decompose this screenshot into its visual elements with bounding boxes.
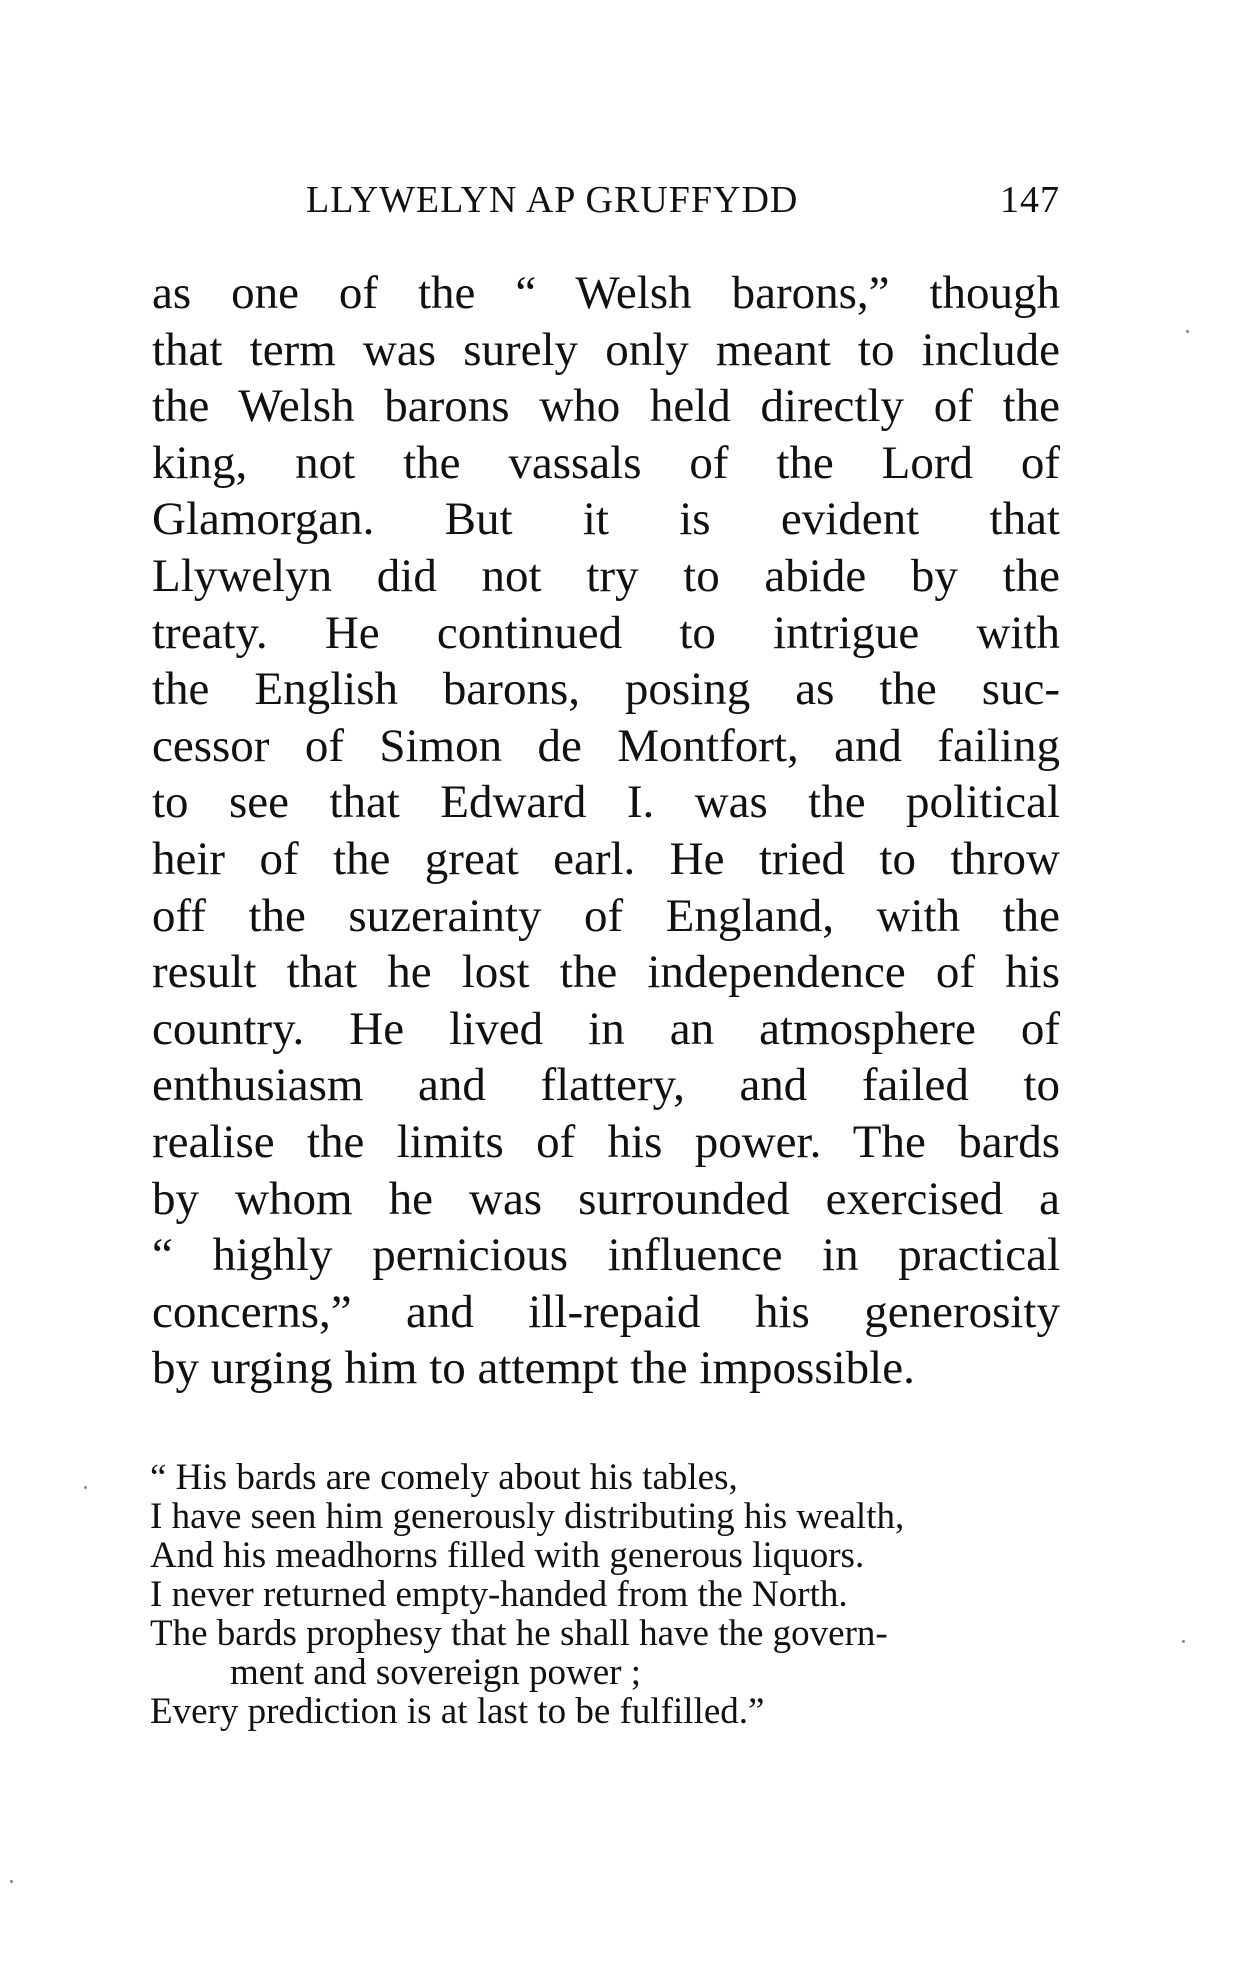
scan-speck — [10, 1880, 13, 1883]
verse-line: Every prediction is at last to be fulfilled.” — [150, 1691, 765, 1732]
body-line: Glamorgan. But it is evident that — [152, 493, 1060, 546]
verse-line: I have seen him generously distributing his wealth, — [150, 1496, 905, 1537]
scan-speck — [84, 1486, 87, 1489]
verse-line-continuation: ment and sovereign power ; — [230, 1652, 641, 1693]
body-line: realise the limits of his power. The bards — [152, 1115, 1060, 1168]
body-line: by whom he was surrounded exercised a — [152, 1172, 1060, 1225]
body-line: the Welsh barons who held directly of the — [152, 380, 1060, 433]
body-line: that term was surely only meant to include — [152, 323, 1060, 376]
body-line: “ highly pernicious influence in practical — [152, 1229, 1060, 1282]
body-line: to see that Edward I. was the political — [152, 776, 1060, 829]
body-line: Llywelyn did not try to abide by the — [152, 549, 1060, 602]
verse-line: “ His bards are comely about his tables, — [150, 1457, 738, 1498]
body-line: heir of the great earl. He tried to throw — [152, 832, 1060, 885]
scan-speck — [1186, 330, 1189, 333]
body-line: concerns,” and ill-repaid his generosity — [152, 1285, 1060, 1338]
verse-line: I never returned empty-handed from the North. — [150, 1574, 848, 1615]
running-title: LLYWELYN AP GRUFFYDD — [306, 179, 799, 221]
verse-line: And his meadhorns filled with generous liquors. — [150, 1535, 865, 1576]
body-line: country. He lived in an atmosphere of — [152, 1002, 1060, 1055]
verse-quotation — [150, 1458, 1070, 1731]
body-line: enthusiasm and flattery, and failed to — [152, 1059, 1060, 1112]
body-line: result that he lost the independence of his — [152, 946, 1060, 999]
page-number: 147 — [1000, 179, 1060, 221]
body-line: king, not the vassals of the Lord of — [152, 436, 1060, 489]
verse-line: The bards prophesy that he shall have the govern- — [150, 1613, 888, 1654]
body-line: by urging him to attempt the impossible. — [152, 1342, 915, 1395]
body-line: the English barons, posing as the suc- — [152, 663, 1060, 716]
body-line: cessor of Simon de Montfort, and failing — [152, 719, 1060, 772]
body-line: as one of the “ Welsh barons,” though — [152, 267, 1060, 319]
running-head — [152, 178, 1060, 230]
body-paragraph — [152, 265, 1060, 1397]
body-line: off the suzerainty of England, with the — [152, 889, 1060, 942]
scan-speck — [1182, 1640, 1185, 1643]
body-line: treaty. He continued to intrigue with — [152, 606, 1060, 659]
